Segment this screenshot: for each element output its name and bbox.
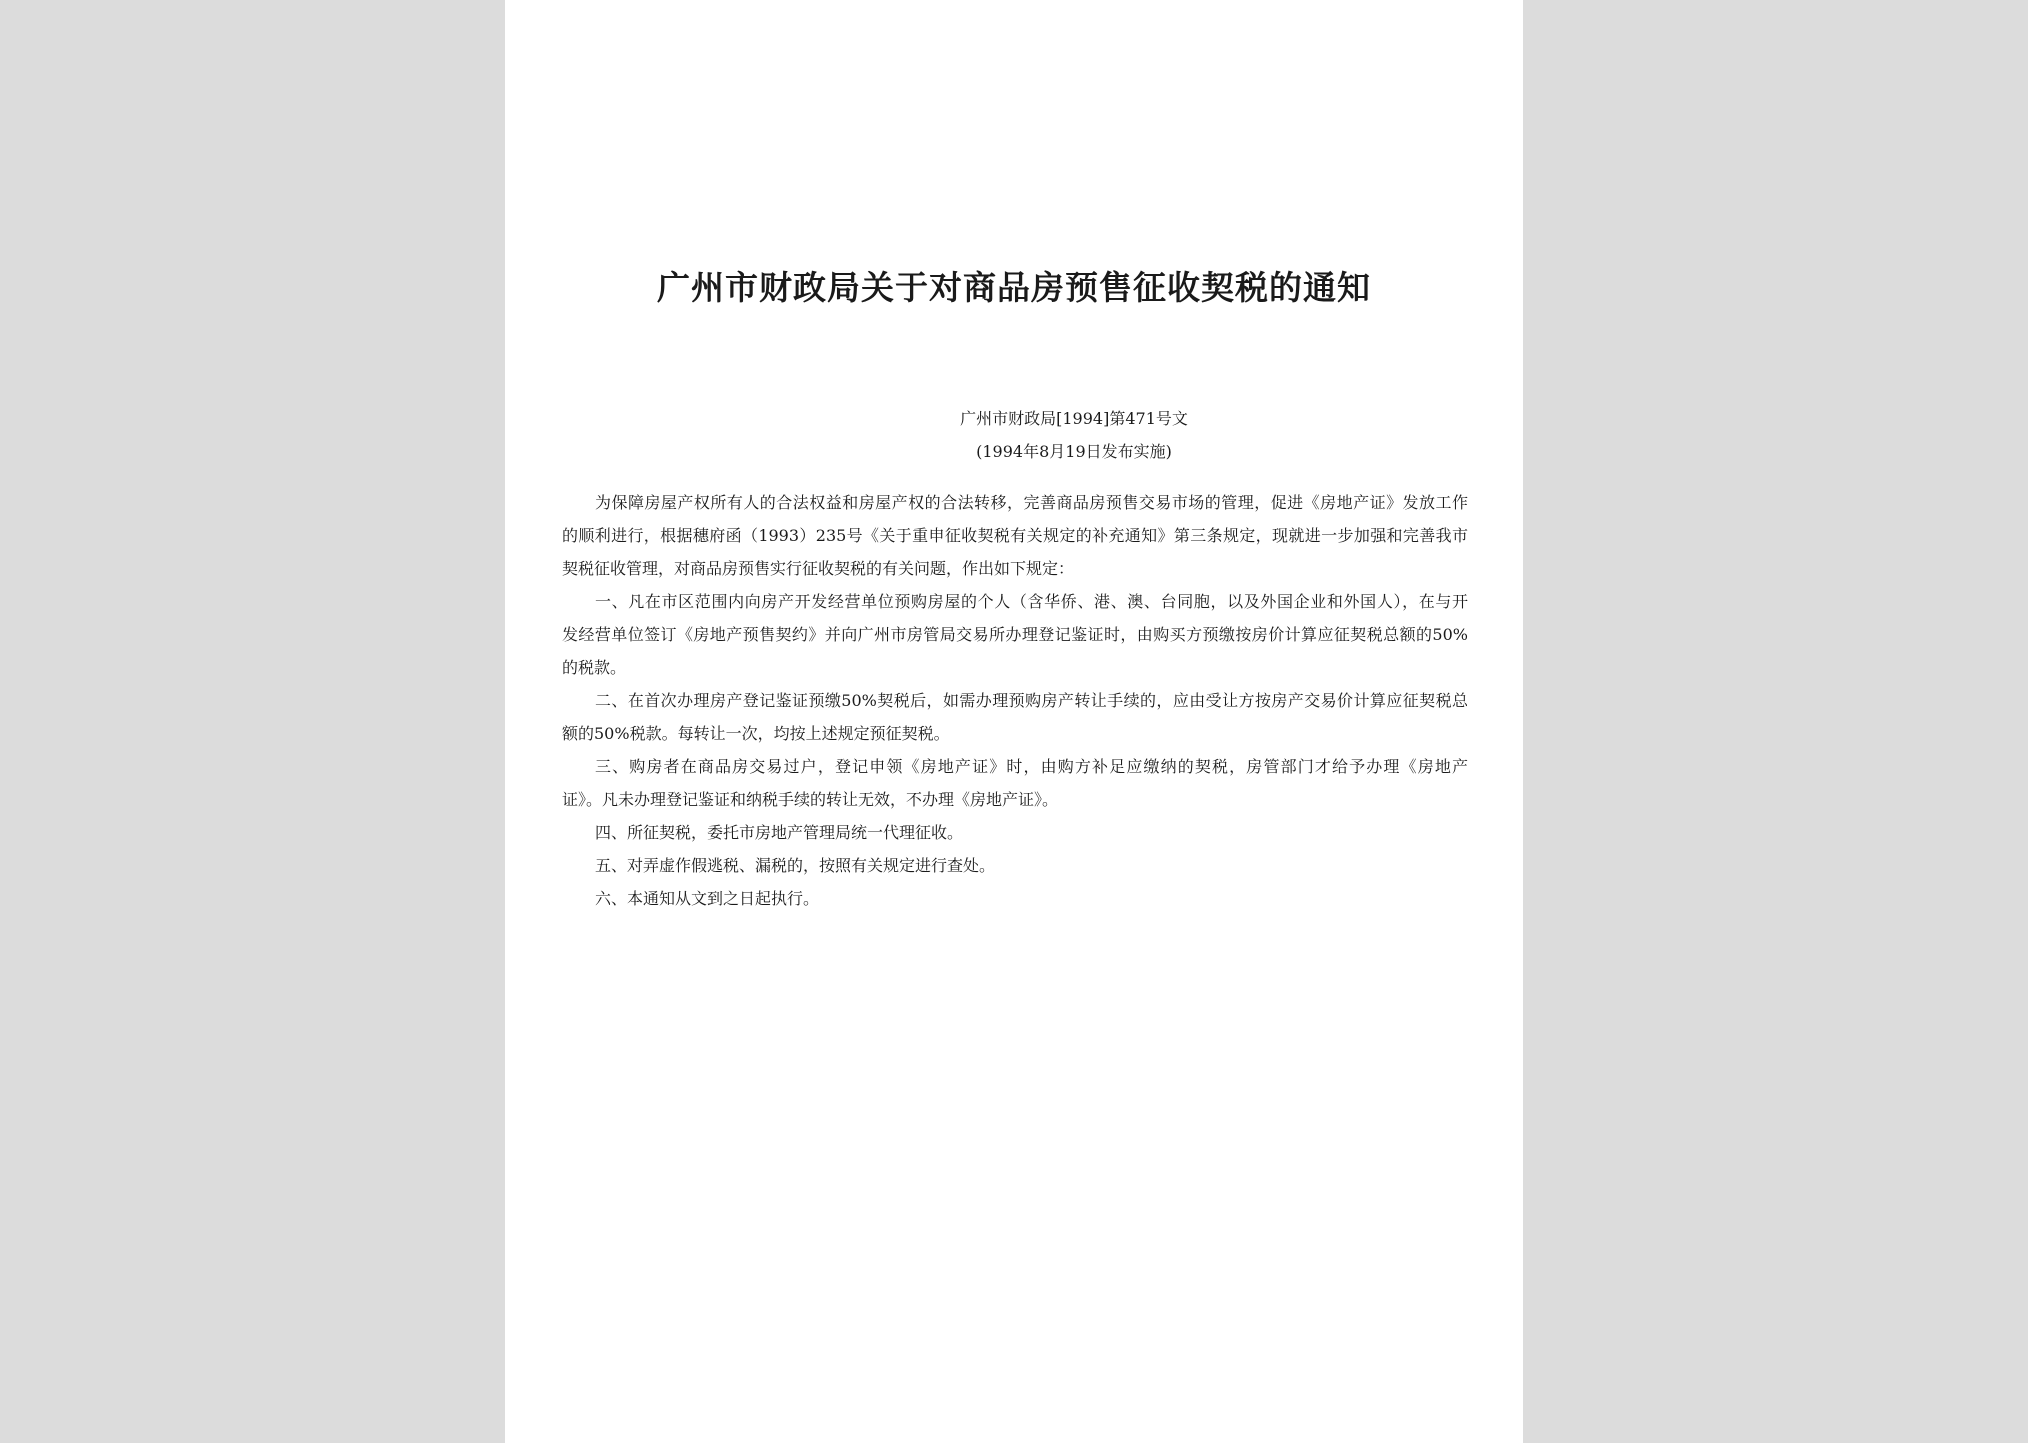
body-line: 三、购房者在商品房交易过户，登记申领《房地产证》时，由购方补足应缴纳的契税，房管部门才给予办理《房地产 (595, 757, 1468, 776)
body-line: 额的50%税款。每转让一次，均按上述规定预征契税。 (562, 724, 950, 743)
body-line: 四、所征契税，委托市房地产管理局统一代理征收。 (595, 823, 964, 842)
document-page (505, 0, 1523, 1443)
body-line: 的顺利进行，根据穗府函（1993）235号《关于重申征收契税有关规定的补充通知》第三条规定，现就进一步加强和完善我市 (562, 526, 1468, 545)
body-line: 契税征收管理，对商品房预售实行征收契税的有关问题，作出如下规定： (562, 559, 1075, 578)
document-number: 广州市财政局[1994]第471号文 (960, 409, 1188, 428)
body-line: 证》。凡未办理登记鉴证和纳税手续的转让无效，不办理《房地产证》。 (562, 790, 1059, 809)
body-line: 二、在首次办理房产登记鉴证预缴50%契税后，如需办理预购房产转让手续的，应由受让方按房产交易价计算应征契税总 (595, 691, 1468, 710)
document-body (562, 486, 1468, 915)
issue-date: (1994年8月19日发布实施) (976, 442, 1172, 461)
body-line: 五、对弄虚作假逃税、漏税的，按照有关规定进行查处。 (595, 856, 996, 875)
document-title: 广州市财政局关于对商品房预售征收契税的通知 (657, 268, 1371, 307)
body-line: 一、凡在市区范围内向房产开发经营单位预购房屋的个人（含华侨、港、澳、台同胞，以及外国企业和外国人），在与开 (595, 592, 1468, 611)
body-line: 六、本通知从文到之日起执行。 (595, 889, 820, 908)
body-line: 为保障房屋产权所有人的合法权益和房屋产权的合法转移，完善商品房预售交易市场的管理，促进《房地产证》发放工作 (595, 493, 1468, 512)
body-line: 的税款。 (562, 658, 627, 677)
body-line: 发经营单位签订《房地产预售契约》并向广州市房管局交易所办理登记鉴证时，由购买方预缴按房价计算应征契税总额的50% (562, 625, 1468, 644)
